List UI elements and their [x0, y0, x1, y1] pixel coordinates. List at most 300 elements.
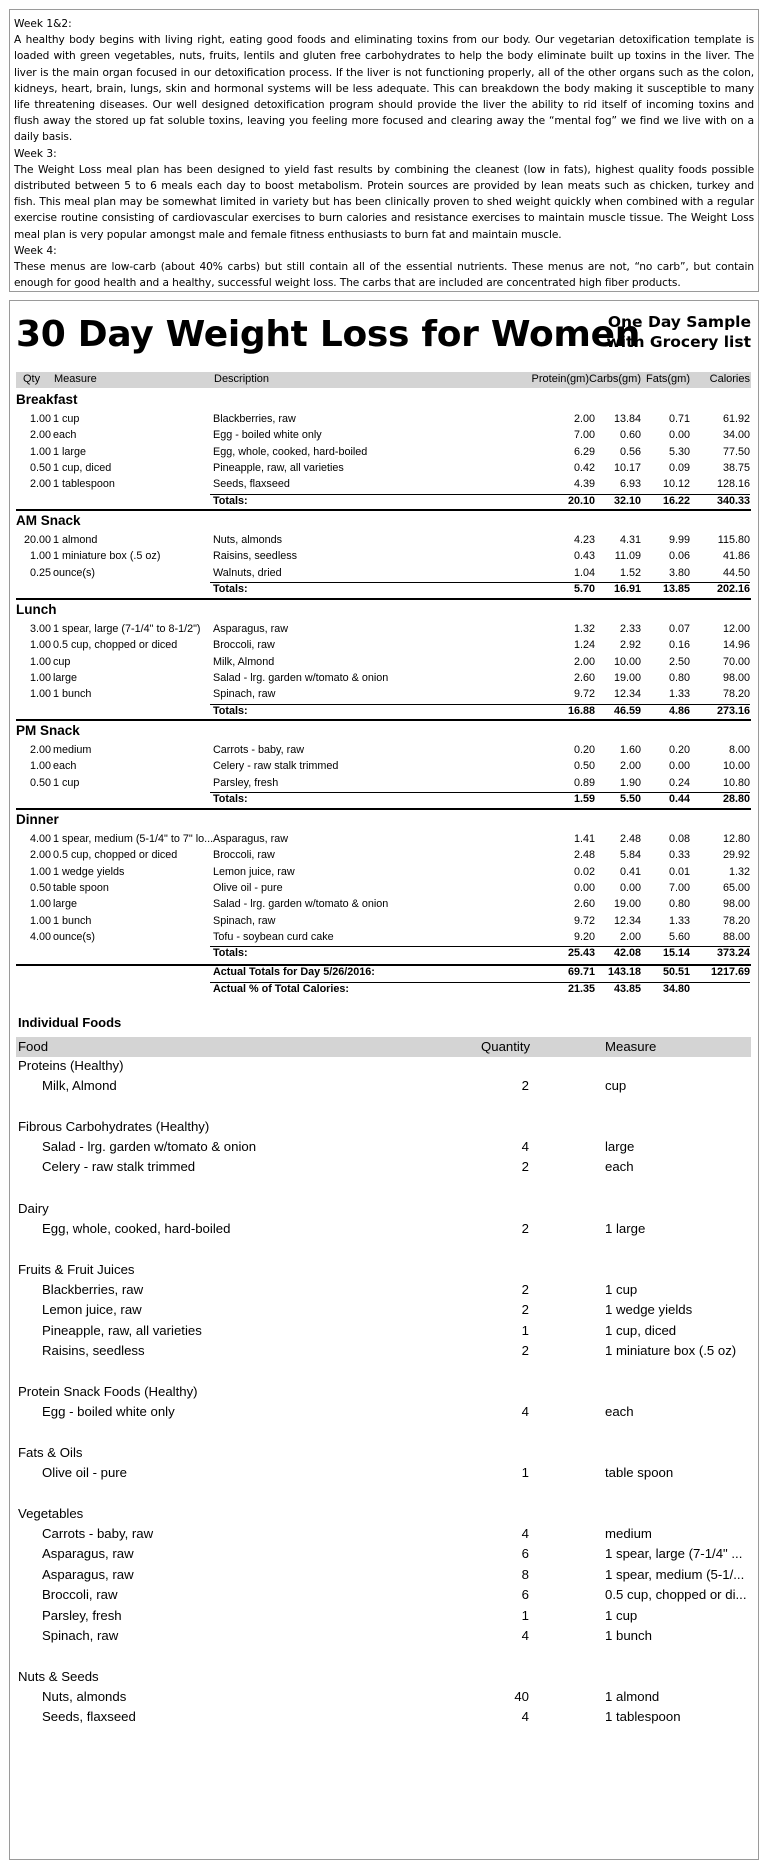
- food-quantity: 8: [521, 1566, 529, 1582]
- food-item: [16, 1343, 751, 1363]
- totals-calories: 373.24: [716, 947, 750, 960]
- row-qty: 1.00: [29, 898, 51, 911]
- row-description: Egg, whole, cooked, hard-boiled: [213, 445, 368, 458]
- totals-carbs: 42.08: [613, 947, 641, 960]
- meal-totals-row: [16, 793, 751, 809]
- row-qty: 1.00: [29, 445, 51, 458]
- row-measure: 1 cup, diced: [53, 462, 112, 475]
- row-description: Asparagus, raw: [213, 623, 289, 635]
- row-qty: 0.50: [29, 776, 51, 789]
- meal-row: [16, 567, 751, 583]
- food-measure: 1 miniature box (.5 oz): [605, 1343, 737, 1359]
- row-protein: 2.48: [573, 849, 595, 862]
- row-qty: 0.50: [29, 462, 51, 475]
- food-item: [16, 1709, 751, 1729]
- row-description: Pineapple, raw, all varieties: [213, 462, 344, 475]
- meal-totals-row: [16, 947, 751, 963]
- row-measure: 1 tablespoon: [53, 478, 115, 491]
- row-description: Asparagus, raw: [213, 833, 289, 845]
- row-carbs: 1.60: [619, 744, 641, 756]
- row-protein: 0.20: [573, 744, 595, 756]
- food-measure: 1 spear, medium (5-1/...: [605, 1566, 745, 1582]
- meal-row: [16, 688, 751, 704]
- row-measure: cup: [53, 655, 71, 668]
- food-name: Carrots - baby, raw: [42, 1526, 154, 1541]
- row-protein: 0.89: [573, 776, 595, 789]
- food-measure: 1 bunch: [605, 1628, 652, 1643]
- totals-label: Totals:: [213, 494, 248, 507]
- row-calories: 12.80: [722, 833, 750, 845]
- food-item: [16, 1159, 751, 1179]
- row-description: Blackberries, raw: [213, 413, 296, 425]
- row-calories: 88.00: [722, 931, 750, 944]
- food-item: [16, 1465, 751, 1485]
- individual-foods-heading: Individual Foods: [18, 1015, 122, 1030]
- row-carbs: 19.00: [613, 898, 641, 911]
- row-fats: 9.99: [668, 534, 690, 546]
- row-carbs: 1.90: [619, 776, 641, 789]
- totals-label: Totals:: [213, 793, 248, 806]
- totals-label: Totals:: [213, 704, 248, 717]
- food-item: [16, 1628, 751, 1648]
- totals-protein: 5.70: [573, 583, 595, 596]
- food-name: Egg, whole, cooked, hard-boiled: [42, 1221, 231, 1236]
- row-measure: ounce(s): [53, 931, 96, 944]
- week4-text: These menus are low-carb (about 40% carbs) but still contain all of the essential nutrients. These menus are not, “no carb”, but contain enough for good health and a healthy, successful weight loss. The carbs that are included are concentrated high fiber products.: [14, 261, 754, 290]
- row-calories: 10.00: [722, 760, 750, 773]
- row-calories: 78.20: [722, 914, 750, 927]
- week3-text: The Weight Loss meal plan has been designed to yield fast results by combining the cleanest (low in fats), highest quality foods possible distributed between 5 to 6 meals each day to boost metabolism. Protein sources are provided by lean meats such as chicken, turkey and fish. This meal plan may be somewhat limited in variety but has been clinically proven to shed weight quickly when combined with a regular exercise routine consisting of cardiovascular exercises to burn calories and resistance exercises to maintain muscle tissue. The Weight Loss meal plan is very popular amongst male and female fitness enthusiasts to burn fat and maintain muscle.: [14, 163, 754, 241]
- meal-row: [16, 760, 751, 776]
- food-category: Fibrous Carbohydrates (Healthy): [18, 1119, 210, 1134]
- meal-divider: [16, 808, 751, 810]
- row-calories: 128.16: [716, 478, 750, 491]
- row-protein: 0.42: [573, 462, 595, 475]
- row-carbs: 2.33: [619, 623, 641, 635]
- row-description: Carrots - baby, raw: [213, 744, 304, 756]
- food-name: Seeds, flaxseed: [42, 1709, 136, 1725]
- food-item: [16, 1587, 751, 1607]
- row-description: Salad - lrg. garden w/tomato & onion: [213, 672, 389, 685]
- food-item: [16, 1546, 751, 1566]
- meal-row: [16, 446, 751, 462]
- intro-box: [9, 9, 759, 292]
- food-name: Egg - boiled white only: [42, 1404, 175, 1419]
- food-name: Celery - raw stalk trimmed: [42, 1159, 196, 1175]
- row-fats: 1.33: [668, 914, 690, 927]
- sample-line-1: One Day Sample: [607, 313, 751, 331]
- row-qty: 1.00: [29, 865, 51, 878]
- plan-title: 30 Day Weight Loss for Women: [16, 314, 641, 355]
- row-calories: 98.00: [722, 898, 750, 911]
- food-name: Pineapple, raw, all varieties: [42, 1322, 202, 1338]
- row-calories: 34.00: [722, 429, 750, 442]
- row-carbs: 19.00: [613, 672, 641, 685]
- row-protein: 2.60: [573, 898, 595, 911]
- food-measure: large: [605, 1139, 635, 1154]
- row-protein: 9.72: [573, 914, 595, 927]
- day-totals-row: [16, 966, 751, 982]
- row-carbs: 12.34: [613, 688, 641, 701]
- totals-label: Totals:: [213, 583, 248, 596]
- day-percent-fats: 34.80: [662, 983, 690, 995]
- food-item: [16, 1404, 751, 1424]
- row-calories: 10.80: [722, 776, 750, 789]
- row-calories: 14.96: [722, 639, 750, 652]
- totals-fats: 13.85: [662, 583, 690, 596]
- row-carbs: 0.41: [619, 865, 641, 878]
- meal-row: [16, 462, 751, 478]
- row-carbs: 4.31: [619, 534, 641, 546]
- meal-row: [16, 534, 751, 550]
- row-qty: 0.25: [29, 566, 51, 579]
- row-carbs: 6.93: [619, 478, 641, 491]
- meal-divider: [16, 598, 751, 600]
- food-quantity: 1: [521, 1607, 529, 1623]
- row-fats: 10.12: [662, 478, 690, 491]
- meal-divider: [16, 509, 751, 511]
- row-fats: 7.00: [668, 882, 690, 895]
- row-protein: 1.41: [573, 833, 595, 845]
- row-carbs: 10.00: [613, 655, 641, 668]
- col-carbs: Carbs(gm): [589, 373, 641, 385]
- food-measure: each: [605, 1404, 634, 1419]
- row-qty: 2.00: [29, 478, 51, 491]
- row-measure: 1 bunch: [53, 688, 92, 701]
- totals-protein: 20.10: [567, 494, 595, 507]
- row-protein: 4.23: [573, 534, 595, 546]
- meal-row: [16, 639, 751, 655]
- food-name: Spinach, raw: [42, 1628, 119, 1643]
- col-food: Food: [18, 1039, 49, 1054]
- meal-totals-row: [16, 583, 751, 599]
- meal-row: [16, 413, 751, 429]
- row-carbs: 0.00: [619, 882, 641, 895]
- food-name: Parsley, fresh: [42, 1607, 122, 1623]
- food-measure: each: [605, 1159, 634, 1175]
- row-protein: 7.00: [573, 429, 595, 442]
- week4-label: Week 4:: [14, 244, 57, 257]
- food-quantity: 2: [521, 1078, 529, 1093]
- meal-heading: AM Snack: [16, 513, 81, 528]
- day-percent-protein: 21.35: [567, 983, 595, 995]
- row-fats: 5.30: [668, 445, 690, 458]
- row-carbs: 5.84: [619, 849, 641, 862]
- row-protein: 2.00: [573, 655, 595, 668]
- food-name: Asparagus, raw: [42, 1566, 134, 1582]
- row-protein: 0.50: [573, 760, 595, 773]
- meal-divider: [16, 719, 751, 721]
- meal-row: [16, 931, 751, 947]
- row-fats: 0.00: [668, 760, 690, 773]
- food-measure: medium: [605, 1526, 652, 1541]
- row-description: Walnuts, dried: [213, 566, 282, 579]
- totals-calories: 202.16: [716, 583, 750, 596]
- meal-row: [16, 833, 751, 849]
- food-category: Protein Snack Foods (Healthy): [18, 1384, 198, 1399]
- row-measure: 1 miniature box (.5 oz): [53, 550, 161, 563]
- row-fats: 0.00: [668, 429, 690, 442]
- row-qty: 1.00: [29, 672, 51, 685]
- row-fats: 1.33: [668, 688, 690, 701]
- col-quantity: Quantity: [481, 1039, 531, 1054]
- row-qty: 1.00: [29, 688, 51, 701]
- totals-fats: 15.14: [662, 947, 690, 960]
- sample-line-2: with Grocery list: [606, 333, 751, 351]
- totals-carbs: 16.91: [613, 583, 641, 596]
- meal-row: [16, 550, 751, 566]
- totals-label: Totals:: [213, 947, 248, 960]
- row-fats: 0.06: [668, 550, 690, 563]
- row-carbs: 13.84: [613, 413, 641, 425]
- row-calories: 78.20: [722, 688, 750, 701]
- row-measure: table spoon: [53, 882, 109, 895]
- food-quantity: 4: [521, 1709, 529, 1725]
- food-measure: 1 spear, large (7-1/4" ...: [605, 1546, 743, 1562]
- row-fats: 0.01: [668, 865, 690, 878]
- day-percent-row: [16, 983, 751, 999]
- week3-label: Week 3:: [14, 147, 57, 160]
- row-qty: 4.00: [29, 833, 51, 845]
- col-protein: Protein(gm): [531, 373, 589, 385]
- food-quantity: 2: [521, 1343, 529, 1359]
- row-fats: 2.50: [668, 655, 690, 668]
- row-fats: 0.07: [668, 623, 690, 635]
- row-description: Tofu - soybean curd cake: [213, 931, 334, 944]
- row-carbs: 10.17: [613, 462, 641, 475]
- day-totals-carbs: 143.18: [607, 966, 641, 978]
- row-fats: 0.09: [668, 462, 690, 475]
- row-carbs: 1.52: [619, 566, 641, 579]
- food-item: [16, 1139, 751, 1159]
- row-measure: 1 bunch: [53, 914, 92, 927]
- food-item: [16, 1221, 751, 1241]
- sample-caption: [606, 312, 751, 352]
- food-name: Olive oil - pure: [42, 1465, 128, 1480]
- row-calories: 65.00: [722, 882, 750, 895]
- meal-heading: Dinner: [16, 812, 59, 827]
- food-quantity: 40: [514, 1689, 529, 1704]
- food-measure: 1 cup, diced: [605, 1322, 677, 1338]
- meal-row: [16, 656, 751, 672]
- food-quantity: 2: [521, 1302, 529, 1318]
- meal-row: [16, 429, 751, 445]
- row-description: Parsley, fresh: [213, 776, 279, 789]
- row-protein: 0.02: [573, 865, 595, 878]
- totals-fats: 4.86: [668, 704, 690, 717]
- food-category: Proteins (Healthy): [18, 1058, 124, 1073]
- row-carbs: 2.92: [619, 639, 641, 652]
- meal-row: [16, 866, 751, 882]
- food-measure: 1 almond: [605, 1689, 660, 1704]
- row-qty: 1.00: [29, 655, 51, 668]
- row-measure: 1 spear, medium (5-1/4" to 7" lo...: [53, 833, 214, 845]
- row-fats: 0.33: [668, 849, 690, 862]
- food-measure: 1 wedge yields: [605, 1302, 693, 1318]
- row-carbs: 0.56: [619, 445, 641, 458]
- meal-heading: PM Snack: [16, 723, 80, 738]
- row-carbs: 2.48: [619, 833, 641, 845]
- food-quantity: 2: [521, 1282, 529, 1297]
- row-protein: 2.00: [573, 413, 595, 425]
- grocery-table-header: [16, 1037, 751, 1057]
- row-calories: 38.75: [722, 462, 750, 475]
- row-measure: each: [53, 429, 77, 442]
- row-qty: 2.00: [29, 744, 51, 756]
- day-totals-fats: 50.51: [662, 966, 690, 978]
- row-description: Lemon juice, raw: [213, 865, 295, 878]
- row-measure: medium: [53, 744, 92, 756]
- row-protein: 4.39: [573, 478, 595, 491]
- row-qty: 20.00: [23, 534, 51, 546]
- row-fats: 0.16: [668, 639, 690, 652]
- row-carbs: 11.09: [614, 550, 641, 563]
- row-qty: 1.00: [29, 413, 51, 425]
- meal-row: [16, 915, 751, 931]
- food-measure: 1 cup: [605, 1282, 638, 1297]
- row-fats: 0.24: [668, 776, 690, 789]
- row-measure: large: [53, 898, 78, 911]
- row-carbs: 0.60: [619, 429, 641, 442]
- food-category: Fruits & Fruit Juices: [18, 1262, 135, 1277]
- food-item: [16, 1323, 751, 1343]
- row-qty: 4.00: [29, 931, 51, 944]
- row-calories: 12.00: [722, 623, 750, 635]
- row-measure: 1 cup: [53, 413, 80, 425]
- row-description: Raisins, seedless: [213, 550, 298, 563]
- row-protein: 1.32: [573, 623, 595, 635]
- row-protein: 9.72: [573, 688, 595, 701]
- food-quantity: 1: [521, 1322, 529, 1338]
- row-protein: 1.04: [573, 566, 595, 579]
- meal-row: [16, 882, 751, 898]
- row-calories: 41.86: [722, 550, 750, 563]
- food-name: Raisins, seedless: [42, 1343, 145, 1359]
- row-measure: 0.5 cup, chopped or diced: [53, 849, 178, 862]
- row-protein: 6.29: [573, 445, 595, 458]
- col-description: Description: [214, 373, 270, 385]
- row-description: Celery - raw stalk trimmed: [213, 760, 339, 773]
- row-measure: each: [53, 760, 77, 773]
- row-protein: 0.00: [573, 882, 595, 895]
- row-fats: 5.60: [668, 931, 690, 944]
- totals-calories: 28.80: [722, 793, 750, 806]
- meal-row: [16, 898, 751, 914]
- food-item: [16, 1567, 751, 1587]
- row-fats: 0.71: [668, 413, 690, 425]
- totals-carbs: 32.10: [613, 494, 641, 507]
- col-measure: Measure: [54, 373, 97, 385]
- row-qty: 0.50: [29, 882, 51, 895]
- row-calories: 61.92: [722, 413, 750, 425]
- food-measure: 0.5 cup, chopped or di...: [605, 1587, 747, 1603]
- food-quantity: 1: [521, 1465, 529, 1480]
- day-totals-protein: 69.71: [567, 966, 595, 978]
- row-carbs: 2.00: [619, 931, 641, 944]
- meal-row: [16, 744, 751, 760]
- row-description: Egg - boiled white only: [213, 429, 322, 442]
- food-name: Lemon juice, raw: [42, 1302, 142, 1318]
- totals-carbs: 46.59: [613, 704, 641, 717]
- meal-heading: Lunch: [16, 602, 57, 617]
- totals-protein: 1.59: [573, 793, 595, 806]
- col-calories: Calories: [709, 373, 750, 385]
- food-category: Vegetables: [18, 1506, 84, 1521]
- row-description: Spinach, raw: [213, 914, 276, 927]
- row-protein: 1.24: [573, 639, 595, 652]
- food-item: [16, 1302, 751, 1322]
- week12-label: Week 1&2:: [14, 18, 72, 30]
- food-quantity: 6: [521, 1587, 529, 1603]
- meal-heading: Breakfast: [16, 392, 78, 407]
- row-description: Milk, Almond: [213, 655, 275, 668]
- row-calories: 8.00: [728, 744, 750, 756]
- row-measure: 1 cup: [53, 776, 80, 789]
- row-calories: 44.50: [722, 566, 750, 579]
- row-description: Salad - lrg. garden w/tomato & onion: [213, 898, 389, 911]
- row-qty: 2.00: [29, 849, 51, 862]
- row-qty: 1.00: [29, 760, 51, 773]
- food-quantity: 4: [521, 1628, 529, 1643]
- food-category: Nuts & Seeds: [18, 1669, 99, 1684]
- row-fats: 3.80: [668, 566, 690, 579]
- food-quantity: 4: [521, 1404, 529, 1419]
- food-category: Dairy: [18, 1201, 49, 1216]
- totals-protein: 25.43: [567, 947, 595, 960]
- meal-row: [16, 777, 751, 793]
- row-qty: 2.00: [29, 429, 51, 442]
- totals-protein: 16.88: [567, 704, 595, 717]
- row-fats: 0.80: [668, 898, 690, 911]
- food-measure: cup: [605, 1078, 627, 1093]
- row-protein: 0.43: [573, 550, 595, 563]
- row-calories: 1.32: [728, 865, 750, 878]
- row-qty: 3.00: [29, 623, 51, 635]
- totals-fats: 16.22: [662, 494, 690, 507]
- food-quantity: 2: [521, 1159, 529, 1175]
- row-calories: 98.00: [722, 672, 750, 685]
- row-description: Nuts, almonds: [213, 534, 283, 546]
- food-quantity: 6: [521, 1546, 529, 1562]
- row-description: Seeds, flaxseed: [213, 478, 290, 491]
- food-item: [16, 1689, 751, 1709]
- row-fats: 0.08: [668, 833, 690, 845]
- col-fats: Fats(gm): [646, 373, 690, 385]
- totals-fats: 0.44: [668, 793, 690, 806]
- food-quantity: 4: [521, 1526, 529, 1541]
- row-carbs: 12.34: [613, 914, 641, 927]
- food-category: Fats & Oils: [18, 1445, 83, 1460]
- row-qty: 1.00: [29, 639, 51, 652]
- row-description: Broccoli, raw: [213, 639, 275, 652]
- food-name: Milk, Almond: [42, 1078, 117, 1093]
- day-totals-calories: 1217.69: [710, 966, 750, 978]
- row-protein: 9.20: [573, 931, 595, 944]
- food-measure: 1 tablespoon: [605, 1709, 681, 1725]
- row-qty: 1.00: [29, 550, 51, 563]
- row-measure: 1 spear, large (7-1/4" to 8-1/2"): [53, 623, 201, 635]
- row-description: Spinach, raw: [213, 688, 276, 701]
- row-measure: 1 wedge yields: [53, 865, 125, 878]
- col-qty: Qty: [23, 373, 41, 385]
- food-name: Broccoli, raw: [42, 1587, 118, 1603]
- day-totals-label: Actual Totals for Day 5/26/2016:: [213, 966, 375, 978]
- nutrition-table-header: [16, 372, 751, 388]
- row-calories: 115.80: [717, 534, 750, 546]
- row-description: Olive oil - pure: [213, 882, 283, 895]
- week12-text: A healthy body begins with living right, eating good foods and eliminating toxins from our body. Our vegetarian detoxification template is loaded with green vegetables, nuts, fruits, lentils and gluten free carbohydrates to help the body eliminate built up toxins in the liver. The liver is the main organ focused in our detoxification process. If the liver is not functioning properly, all of the other organs such as the colon, kidneys, heart, brain, lungs, skin and hormonal systems will be less adequate. This can breakdown the body making it susceptible to many life threatening diseases. Our well designed detoxification program should provide the liver the ability to rid itself of incoming toxins and flush away the stored up fat soluble toxins, leaving you feeling more focused and clearing away the “mental fog” we find we live with on a daily basis.: [14, 34, 754, 144]
- food-quantity: 2: [521, 1221, 529, 1236]
